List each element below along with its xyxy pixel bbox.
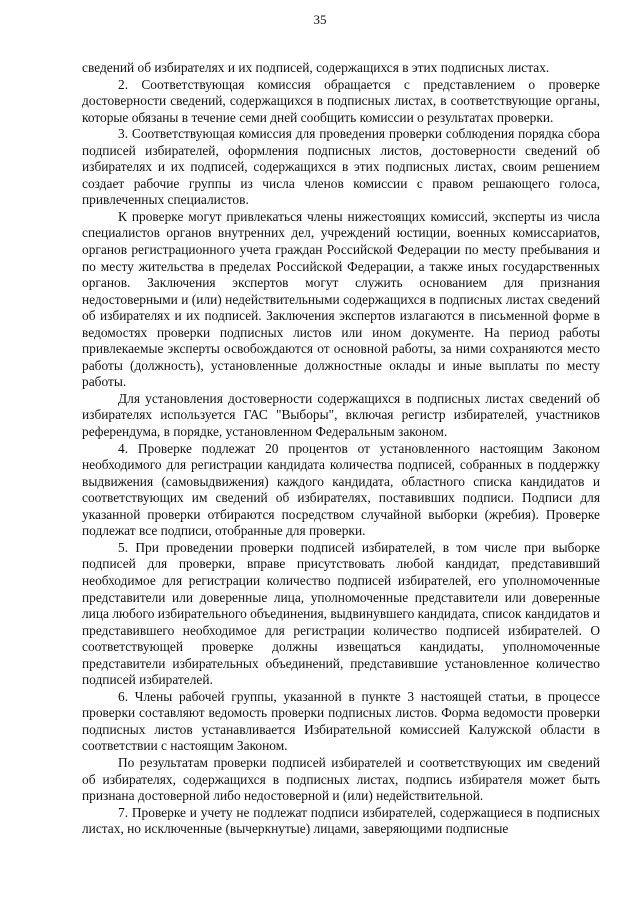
paragraph-item-6: 6. Члены рабочей группы, указанной в пункте 3 настоящей статьи, в процессе проверки составляют ведомость проверки подписных листов. Форма ведомости проверки подписных листов устанавливается Избирательной комиссией Калужской области в соответствии с настоящим Законом.: [82, 688, 600, 754]
paragraph-item-2: 2. Соответствующая комиссия обращается с представлением о проверке достоверности сведений, содержащихся в подписных листах, в соответствующие органы, которые обязаны в течение семи дней сообщить комиссии о результатах проверки.: [82, 76, 600, 125]
paragraph-item-7: 7. Проверке и учету не подлежат подписи избирателей, содержащиеся в подписных листах, но исключенные (вычеркнутые) лицами, заверяющими подписные: [82, 804, 600, 837]
paragraph-item-3: 3. Соответствующая комиссия для проведения проверки соблюдения порядка сбора подписей избирателей, оформления подписных листов, достоверности сведений об избирателях и их подписей, содержащихся в этих подписных листах, своим решением создает рабочие группы из числа членов комиссии с правом решающего голоса, привлеченных специалистов.: [82, 126, 600, 208]
paragraph-continuation: сведений об избирателях и их подписей, содержащихся в этих подписных листах.: [82, 60, 550, 75]
paragraph-item-5: 5. При проведении проверки подписей избирателей, в том числе при выборке подписей для проверки, вправе присутствовать любой кандидат, представивший необходимое для регистрации количество подписей избирателей, его уполномоченные представители или доверенные лица, уполномоченные представители или доверенные лица любого избирательного объединения, выдвинувшего кандидата, список кандидатов и представившего необходимое для регистрации количество подписей избирателей. О соответствующей проверке должны извещаться кандидаты, уполномоченные представители избирательных объединений, представившие установленное количество подписей избирателей.: [82, 539, 600, 688]
paragraph-experts: К проверке могут привлекаться члены нижестоящих комиссий, эксперты из числа специалистов органов внутренних дел, учреждений юстиции, военных комиссариатов, органов регистрационного учета граждан Российской Федерации по месту пребывания и по месту жительства в пределах Российской Федерации, а также иных государственных органов. Заключения экспертов могут служить основанием для признания недостоверными и (или) недействительными содержащихся в подписных листах сведений об избирателях и их подписей. Заключения экспертов излагаются в письменной форме в ведомостях проверки подписных листов или ином документе. На период работы привлекаемые эксперты освобождаются от основной работы, за ними сохраняются место работы (должность), установленные должностные оклады и иные выплаты по месту работы.: [82, 208, 600, 390]
paragraph-results: По результатам проверки подписей избирателей и соответствующих им сведений об избирателях, содержащихся в подписных листах, подпись избирателя может быть признана достоверной либо недостоверной и (или) недействительной.: [82, 754, 600, 804]
paragraph-item-4: 4. Проверке подлежат 20 процентов от установленного настоящим Законом необходимого для регистрации кандидата количества подписей, собранных в поддержку выдвижения (самовыдвижения) каждого кандидата, областного списка кандидатов и соответствующих им сведений об избирателях, поставивших подписи. Подписи для указанной проверки отбираются посредством случайной выборки (жребия). Проверке подлежат все подписи, отобранные для проверки.: [82, 440, 600, 539]
paragraph-gas-vybory: Для установления достоверности содержащихся в подписных листах сведений об избирателях используется ГАС "Выборы", включая регистр избирателей, участников референдума, в порядке, установленном Федеральным законом.: [82, 390, 600, 440]
page-number: 35: [313, 12, 327, 27]
body-text: [82, 60, 600, 838]
